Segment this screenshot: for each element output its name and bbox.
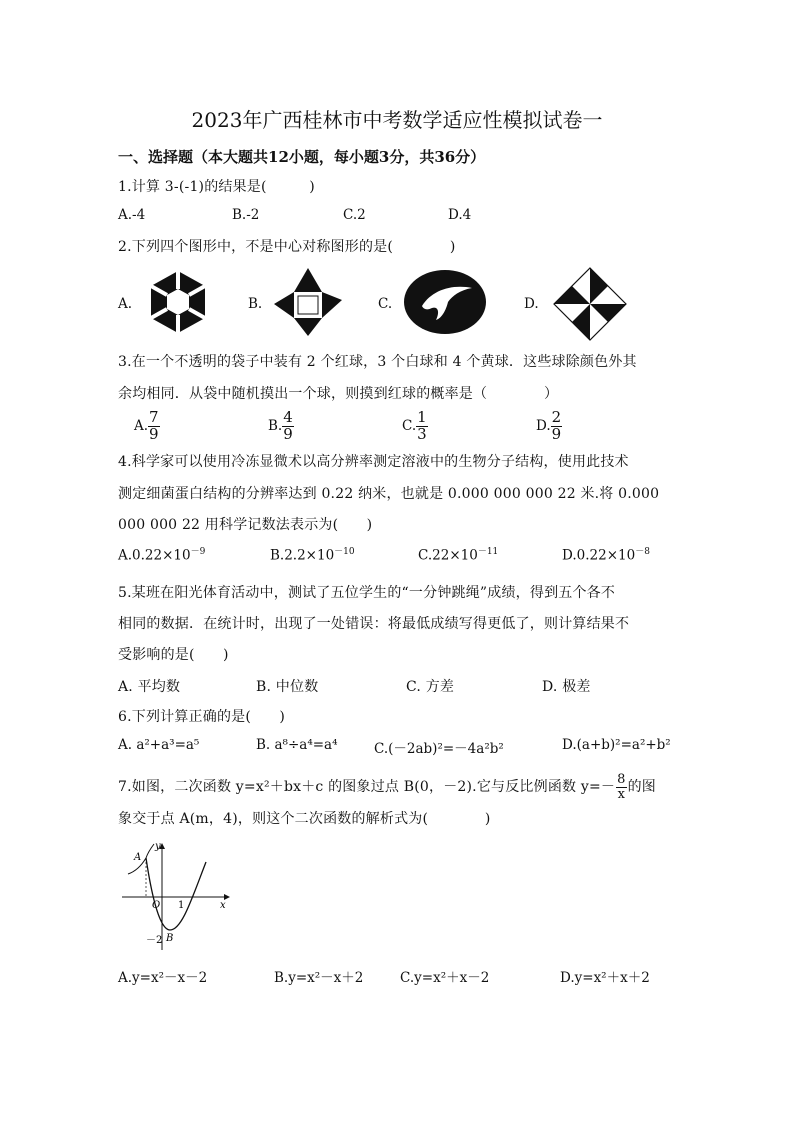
point-b-label: B (166, 933, 174, 944)
q7-option-c[interactable]: C.y=x²＋x－2 (400, 970, 490, 986)
q3-option-c[interactable]: C. $\frac{1}{3}$ (402, 408, 427, 443)
question-2-stem: 2.下列四个图形中，不是中心对称图形的是( ) (118, 239, 456, 255)
point-a-label: A (134, 852, 142, 863)
question-7-line-2: 象交于点 A(m，4)，则这个二次函数的解析式为( ) (118, 811, 491, 827)
question-5-line-2: 相同的数据．在统计时，出现了一处错误：将最低成绩写得更低了，则计算结果不 (118, 616, 630, 632)
question-4-line-1: 4.科学家可以使用冷冻显微术以高分辨率测定溶液中的生物分子结构，使用此技术 (118, 454, 629, 470)
y-axis-label: y (155, 841, 161, 852)
tick-label-neg2: －2 (146, 935, 163, 946)
q3-option-a[interactable]: A. $\frac{7}{9}$ (134, 408, 159, 443)
q3-option-b[interactable]: B. $\frac{4}{9}$ (268, 408, 293, 443)
q4-option-d[interactable]: $D.0.22\times 10^{-8}$ (562, 547, 650, 564)
question-6-stem: 6.下列计算正确的是( ) (118, 709, 286, 725)
q4-option-a[interactable]: $A.0.22\times 10^{-9}$ (118, 547, 206, 564)
pinwheel-square-figure (270, 266, 346, 338)
page-title: 2023年广西桂林市中考数学适应性模拟试卷一 (191, 108, 603, 132)
parabola-graph-figure (118, 838, 236, 956)
question-4-line-3: 000 000 22 用科学记数法表示为( ) (118, 517, 373, 533)
q1-option-d[interactable]: D.4 (448, 207, 472, 223)
section-heading: 一、选择题（本大题共12小题，每小题3分，共36分） (118, 148, 486, 166)
q5-option-c[interactable]: C. 方差 (406, 679, 455, 695)
oval-logo-figure (402, 268, 488, 336)
question-3-line-1: 3.在一个不透明的袋子中装有 2 个红球，3 个白球和 4 个黄球．这些球除颜色外其 (118, 354, 637, 370)
q2-option-b[interactable]: B. (248, 296, 263, 312)
x-axis-label: x (220, 900, 226, 911)
parabola-curve (146, 858, 206, 930)
diamond-windmill-figure (552, 266, 628, 342)
q4-option-c[interactable]: $C.22\times 10^{-11}$ (418, 547, 499, 564)
tick-label-1: 1 (178, 900, 185, 911)
q7-option-b[interactable]: B.y=x²－x＋2 (274, 970, 364, 986)
q5-option-b[interactable]: B. 中位数 (256, 679, 319, 695)
q2-option-c[interactable]: C. (378, 296, 393, 312)
question-3-line-2: 余均相同．从袋中随机摸出一个球，则摸到红球的概率是（ ） (118, 386, 559, 402)
q3-option-d[interactable]: D. $\frac{2}{9}$ (536, 408, 562, 443)
q6-option-d[interactable]: D.(a+b)²=a²+b² (562, 737, 671, 753)
q6-option-a[interactable]: A. a²+a³=a⁵ (118, 737, 200, 753)
q6-option-c[interactable]: C.(－2ab)²=－4a²b² (374, 741, 504, 757)
q5-option-d[interactable]: D. 极差 (542, 679, 591, 695)
q1-option-b[interactable]: B.-2 (232, 207, 260, 223)
hexagon-swirl-figure (144, 268, 212, 336)
q4-option-b[interactable]: $B.2.2\times 10^{-10}$ (270, 547, 355, 564)
q1-option-c[interactable]: C.2 (343, 207, 366, 223)
q7-option-a[interactable]: A.y=x²－x－2 (118, 970, 208, 986)
question-5-line-3: 受影响的是( ) (118, 647, 229, 663)
q1-option-a[interactable]: A.-4 (118, 207, 146, 223)
question-4-line-2: 测定细菌蛋白结构的分辨率达到 0.22 纳米，也就是 0.000 000 000 22 米.将 0.000 (118, 486, 660, 502)
q2-option-d[interactable]: D. (524, 296, 539, 312)
q6-option-b[interactable]: B. a⁸÷a⁴=a⁴ (256, 737, 338, 753)
question-1-stem: 1.计算 3-(-1)的结果是( ) (118, 179, 315, 195)
question-5-line-1: 5.某班在阳光体育活动中，测试了五位学生的“一分钟跳绳”成绩，得到五个各不 (118, 585, 616, 601)
question-7-line-1: 7.如图，二次函数 y=x²＋bx＋c 的图象过点 B(0，－2).它与反比例函数 y=－ $\frac{8}{x}$ 的图 (118, 772, 657, 802)
q7-option-d[interactable]: D.y=x²＋x＋2 (560, 970, 650, 986)
origin-label: O (152, 900, 161, 911)
q2-option-a[interactable]: A. (118, 296, 133, 312)
q5-option-a[interactable]: A. 平均数 (118, 679, 181, 695)
